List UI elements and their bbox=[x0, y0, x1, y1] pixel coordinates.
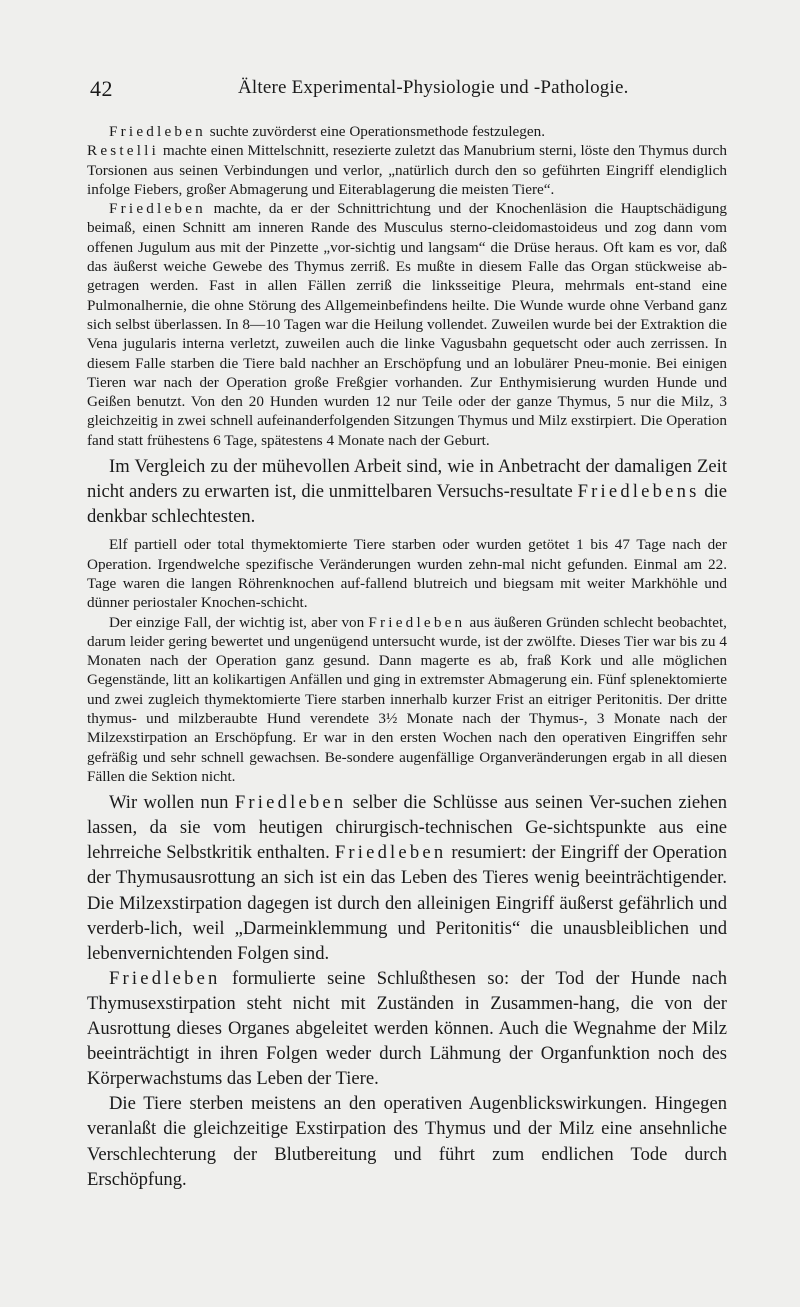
author-name: Friedleben bbox=[368, 613, 466, 631]
paragraph-text: Wir wollen nun bbox=[109, 792, 235, 814]
paragraph-text: Im Vergleich zu der mühevollen Arbeit sind, wie in Anbetracht der damaligen Zeit nicht anders zu erwarten ist, die unmittelbaren Versuchs-resultate bbox=[87, 456, 727, 503]
author-name: Friedleben bbox=[234, 792, 347, 814]
paragraph-text: suchte zuvörderst eine Operationsmethode festzulegen. bbox=[205, 123, 546, 140]
paragraph-final-theses bbox=[87, 966, 727, 1091]
page-number: 42 bbox=[90, 76, 113, 101]
paragraph-text: formulierte seine Schlußthesen so: der Tod der Hunde nach Thymusexstirpation steht nicht mit Zuständen in Zusammen-hang, die von der Ausrottung dieses Organes abgeleitet werden können. Auch die Wegnahme der Milz beeinträchtigt in ihren Folgen weder durch Lähmung der Organfunktion noch des Körperwachstums das Leben der Tiere. bbox=[87, 967, 727, 1090]
paragraph-text: Die Tiere sterben meistens an den operativen Augenblickswirkungen. Hingegen veranlaßt die gleichzeitige Exstirpation des Thymus und der Milz eine ansehnliche Verschlechterung der Blutbereitung und führt zum endlichen Tode durch Erschöpfung. bbox=[87, 1093, 727, 1190]
author-name: Friedleben bbox=[109, 200, 206, 218]
paragraph-thymectomy-outcomes bbox=[87, 535, 727, 612]
paragraph-text: aus äußeren Gründen schlecht beobachtet, darum leider gering bewertet und ungenügend untersucht wurde, ist der zwölfte. Dieses Tier war bis zu 4 Monaten nach der Operation ganz gesund. Dann magerte es ab, fraß Kork und alle möglichen Gegenstände, litt an kolikartigen Anfällen und ging in extremster Abmagerung ein. Fünf splenektomierte und zwei zugleich thymektomierte Tiere starben innerhalb kurzer Frist an eitriger Peritonitis. Der dritte thymus- und milzberaubte Hund verendete 3½ Monate nach der Thymus-, 3 Monate nach der Milzexstirpation an Erschöpfung. Er war in den ersten Wochen nach den operativen Eingriffen sehr gefräßig und sehr schnell gewachsen. Be-sondere augenfällige Organveränderungen ergab in all diesen Fällen die Sektion nicht. bbox=[87, 613, 727, 785]
paragraph-text: resumiert: der Eingriff der Operation der Thymusausrottung an sich ist ein das Leben des Tieres wenig beeinträchtigender. Die Milzexstirpation dagegen ist durch den alleinigen Eingriff äußerst gefährlich und verderb-lich, weil „Darmeinklemmung und Peritonitis“ die unausbleiblichen und lebenvernichtenden Folgen sind. bbox=[87, 842, 727, 964]
paragraph-text: selber die Schlüsse aus seinen Ver-suchen ziehen lassen, da sie vom heutigen chirurgisch-technischen Ge-sichtspunkte aus eine lehrreiche Selbstkritik enthalten. bbox=[87, 792, 727, 864]
paragraph-results-summary bbox=[87, 454, 727, 529]
paragraph-twelfth-case bbox=[87, 613, 727, 787]
running-head: Ältere Experimental-Physiologie und -Pathologie. bbox=[238, 77, 629, 98]
author-name: Restelli bbox=[87, 142, 160, 160]
page-header bbox=[90, 76, 720, 104]
author-name: Friedleben bbox=[109, 123, 206, 140]
paragraph-operation-method bbox=[87, 122, 727, 199]
paragraph-text: machte, da er der Schnittrichtung und der Knochenläsion die Hauptschädigung beimaß, einen Schnitt am inneren Rande des Musculus sterno-cleidomastoideus und zog dann vom offenen Jugulum aus mit der Pinzette „vor-sichtig und langsam“ die Drüse heraus. Oft kam es vor, daß das äußerst weiche Gewebe des Thymus zerriß. Es mußte in diesem Falle das Organ stückweise ab-getragen werden. Fast in allen Fällen zerriß die linksseitige Pleura, mehrmals ent-stand eine Pulmonalhernie, die ohne Störung des Allgemeinbefindens heilte. Die Wunde wurde ohne Verband ganz sich selbst überlassen. In 8—10 Tagen war die Heilung vollendet. Zuweilen wurde bei der Extraktion die Vena jugularis interna verletzt, zuweilen auch die linke Vagusbahn gequetscht oder auch zerrissen. In diesem Falle starben die Tiere bald nachher an Erschöpfung und an lobulärer Pneu-monie. Bei einigen Tieren war nach der Operation große Freßgier vorhanden. Zur Enthymisierung wurden Hunde und Geißen benutzt. Von den 20 Hunden wurden 12 nur Teile oder der ganze Thymus, 5 nur die Milz, 3 gleichzeitig in zwei schnell aufeinanderfolgenden Sitzungen Thymus und Milz exstirpiert. Die Operation fand statt frühestens 6 Tage, spätestens 4 Monate nach der Geburt. bbox=[87, 200, 727, 449]
paragraph-conclusions bbox=[87, 790, 727, 966]
author-name: Friedleben bbox=[109, 967, 221, 989]
paragraph-text: die denkbar schlechtesten. bbox=[87, 481, 727, 528]
paragraph-surgical-technique bbox=[87, 199, 727, 450]
paragraph-text: Der einzige Fall, der wichtig ist, aber von bbox=[109, 613, 369, 631]
paragraph-text: Elf partiell oder total thymektomierte Tiere starben oder wurden getötet 1 bis 47 Tage nach der Operation. Irgendwelche spezifische Veränderungen wurden zehn-mal nicht gefunden. Einmal am 22. Tage waren die langen Röhrenknochen auf-fallend blutreich und biegsam mit weiter Markhöhle und dünner periostaler Knochen-schicht. bbox=[87, 536, 727, 612]
page-body bbox=[87, 122, 727, 1192]
author-name: Friedleben bbox=[334, 842, 447, 864]
author-name: Friedlebens bbox=[577, 481, 700, 503]
paragraph-text: machte einen Mittelschnitt, resezierte zuletzt das Manubrium sterni, löste den Thymus durch Torsionen aus seinen Verbindungen und verlor, „natürlich durch den so geführten Eingriff elendiglich infolge Fiebers, großer Abmagerung und Eiterablagerung die meisten Tiere“. bbox=[87, 142, 727, 198]
paragraph-closing bbox=[87, 1091, 727, 1191]
